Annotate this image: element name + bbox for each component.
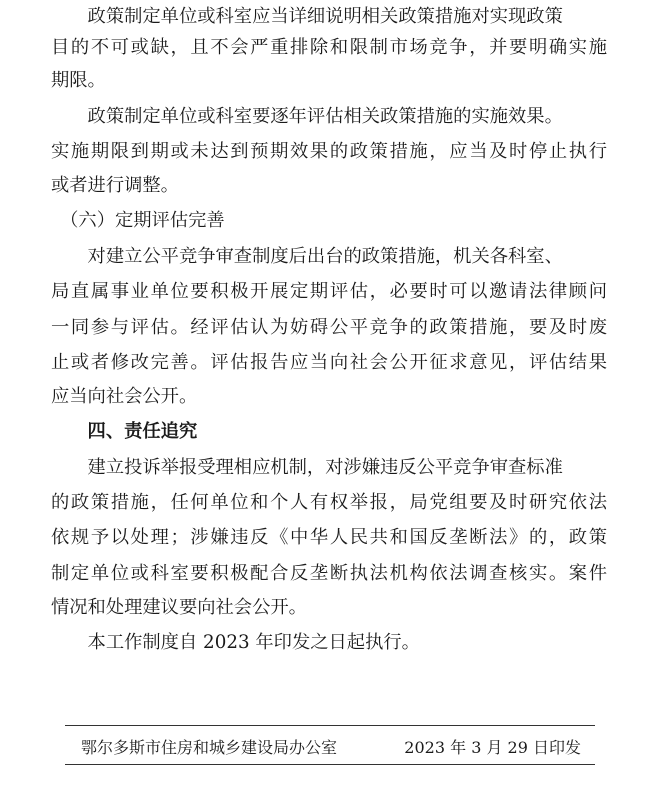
footer — [81, 734, 581, 762]
footer-bottom-rule — [65, 764, 595, 765]
paragraph-line: 政策制定单位或科室应当详细说明相关政策措施对实现政策 — [51, 6, 563, 27]
paragraph-line: 对建立公平竞争审查制度后出台的政策措施，机关各科室、 — [51, 246, 563, 267]
footer-date: 2023 年 3 月 29 日印发 — [404, 738, 581, 757]
closing-line: 本工作制度自 2023 年印发之日起执行。 — [51, 632, 420, 653]
paragraph-line: 应当向社会公开。 — [51, 386, 198, 407]
paragraph-line: 局直属事业单位要积极开展定期评估，必要时可以邀请法律顾问 — [51, 281, 607, 302]
chapter-heading: 四、责任追究 — [51, 421, 198, 442]
section-heading: （六）定期评估完善 — [51, 210, 225, 231]
paragraph-line: 目的不可或缺，且不会严重排除和限制市场竞争，并要明确实施 — [51, 37, 607, 58]
paragraph-line: 实施期限到期或未达到预期效果的政策措施，应当及时停止执行 — [51, 141, 607, 162]
paragraph-line: 情况和处理建议要向社会公开。 — [51, 597, 307, 618]
paragraph-line: 期限。 — [51, 70, 106, 91]
paragraph-line: 建立投诉举报受理相应机制，对涉嫌违反公平竞争审查标准 — [51, 457, 563, 478]
paragraph-line: 一同参与评估。经评估认为妨碍公平竞争的政策措施，要及时废 — [51, 317, 607, 338]
paragraph-line: 制定单位或科室要积极配合反垄断执法机构依法调查核实。案件 — [51, 563, 607, 584]
paragraph-line: 政策制定单位或科室要逐年评估相关政策措施的实施效果。 — [51, 106, 563, 127]
footer-top-rule — [65, 725, 595, 726]
paragraph-line: 依规予以处理；涉嫌违反《中华人民共和国反垄断法》的，政策 — [51, 527, 607, 548]
paragraph-line: 止或者修改完善。评估报告应当向社会公开征求意见，评估结果 — [51, 352, 607, 373]
paragraph-line: 的政策措施，任何单位和个人有权举报，局党组要及时研究依法 — [51, 492, 607, 513]
footer-issuer: 鄂尔多斯市住房和城乡建设局办公室 — [81, 738, 338, 757]
paragraph-line: 或者进行调整。 — [51, 175, 179, 196]
